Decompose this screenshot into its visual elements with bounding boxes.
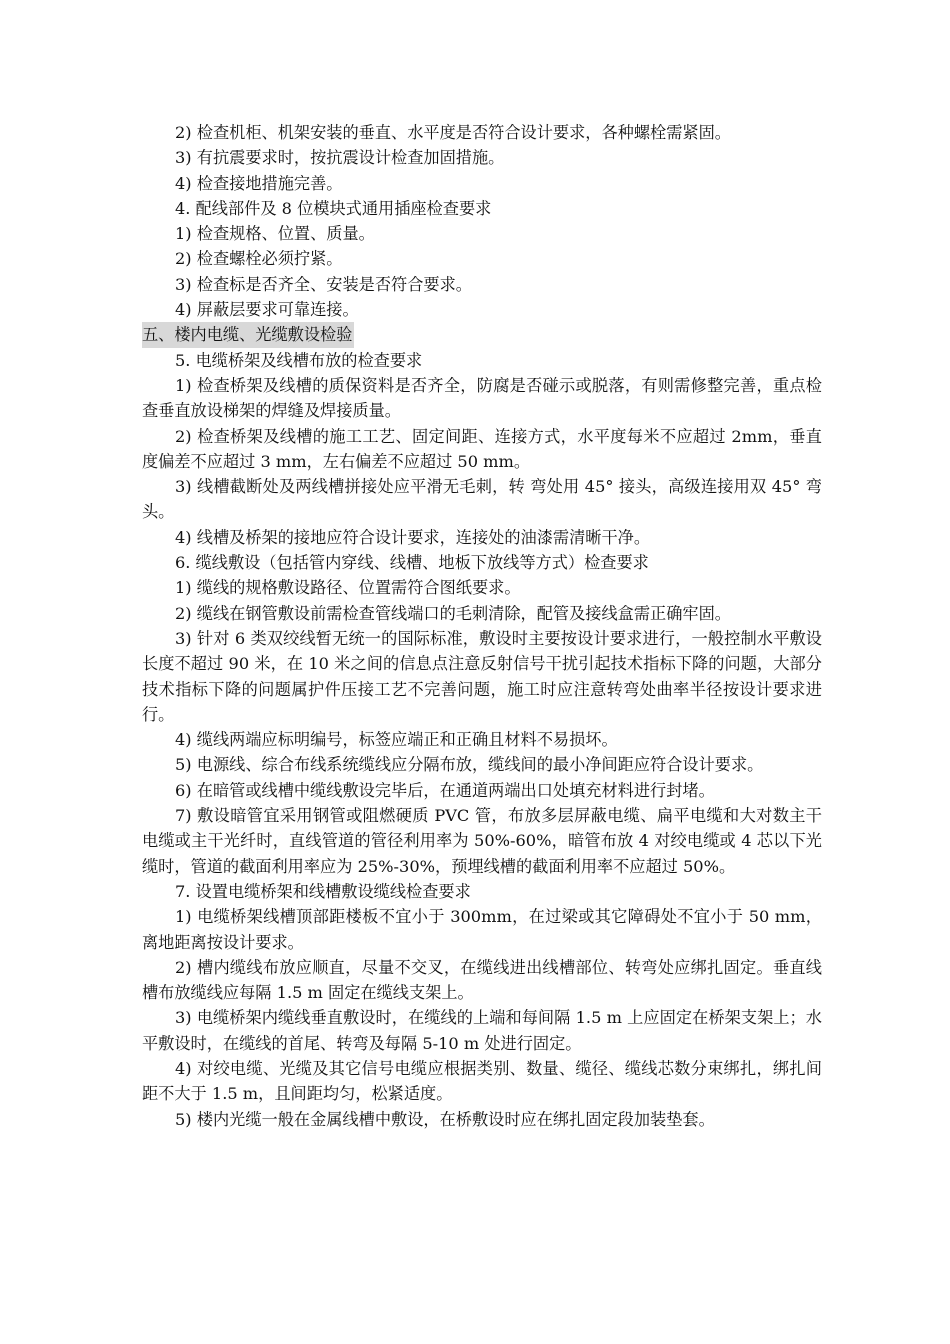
paragraph: 6. 缆线敷设（包括管内穿线、线槽、地板下放线等方式）检查要求 (175, 553, 649, 573)
paragraph: 2) 检查螺栓必须拧紧。 (175, 249, 343, 269)
paragraph: 3) 线槽截断处及两线槽拼接处应平滑无毛刺，转 弯处用 45° 接头，高级连接用双 45° 弯头。 (142, 477, 822, 522)
paragraph: 4) 屏蔽层要求可靠连接。 (175, 300, 359, 320)
paragraph: 3) 检查标是否齐全、安装是否符合要求。 (175, 274, 472, 294)
paragraph: 1) 缆线的规格敷设路径、位置需符合图纸要求。 (175, 578, 521, 598)
paragraph: 7. 设置电缆桥架和线槽敷设缆线检查要求 (175, 881, 471, 901)
paragraph: 6) 在暗管或线槽中缆线敷设完毕后，在通道两端出口处填充材料进行封堵。 (175, 780, 715, 800)
paragraph: 3) 电缆桥架内缆线垂直敷设时，在缆线的上端和每间隔 1.5 m 上应固定在桥架支架上；水平敷设时，在缆线的首尾、转弯及每隔 5-10 m 处进行固定。 (142, 1008, 822, 1053)
paragraph: 7) 敷设暗管宜采用钢管或阻燃硬质 PVC 管，布放多层屏蔽电缆、扁平电缆和大对数主干电缆或主干光纤时，直线管道的管径利用率为 50%-60%，暗管布放 4 对绞电缆或 4 芯以下光缆时，管道的截面利用率应为 25%-30%，预埋线槽的截面利用率不应超过 50%。 (142, 806, 822, 876)
paragraph: 5) 电源线、综合布线系统缆线应分隔布放，缆线间的最小净间距应符合设计要求。 (175, 755, 764, 775)
paragraph: 4) 对绞电缆、光缆及其它信号电缆应根据类别、数量、缆径、缆线芯数分束绑扎，绑扎间距不大于 1.5 m，且间距均匀，松紧适度。 (142, 1058, 822, 1104)
paragraph: 4) 检查接地措施完善。 (175, 173, 343, 193)
paragraph: 1) 电缆桥架线槽顶部距楼板不宜小于 300mm，在过梁或其它障碍处不宜小于 50 mm，离地距离按设计要求。 (142, 907, 822, 952)
paragraph: 5) 楼内光缆一般在金属线槽中敷设，在桥敷设时应在绑扎固定段加装垫套。 (175, 1109, 715, 1129)
section-heading-wrap (142, 322, 822, 347)
paragraph: 4) 线槽及桥架的接地应符合设计要求，连接处的油漆需清晰干净。 (175, 527, 651, 547)
paragraph: 3) 有抗震要求时，按抗震设计检查加固措施。 (175, 148, 505, 168)
paragraph: 1) 检查桥架及线槽的质保资料是否齐全，防腐是否碰示或脱落，有则需修整完善，重点检查垂直放设梯架的焊缝及焊接质量。 (142, 375, 822, 421)
section-heading: 五、楼内电缆、光缆敷设检验 (142, 322, 354, 347)
paragraph: 2) 缆线在钢管敷设前需检查管线端口的毛刺清除，配管及接线盒需正确牢固。 (175, 603, 731, 623)
paragraph: 2) 槽内缆线布放应顺直，尽量不交叉，在缆线进出线槽部位、转弯处应绑扎固定。垂直线槽布放缆线应每隔 1.5 m 固定在缆线支架上。 (142, 957, 822, 1003)
paragraph: 2) 检查机柜、机架安装的垂直、水平度是否符合设计要求，各种螺栓需紧固。 (175, 123, 731, 142)
paragraph: 4) 缆线两端应标明编号，标签应端正和正确且材料不易损坏。 (175, 730, 618, 750)
document-body (142, 120, 822, 1132)
paragraph: 2) 检查桥架及线槽的施工工艺、固定间距、连接方式，水平度每米不应超过 2mm，垂直度偏差不应超过 3 mm，左右偏差不应超过 50 mm。 (142, 426, 822, 471)
paragraph: 1) 检查规格、位置、质量。 (175, 224, 375, 244)
paragraph: 5. 电缆桥架及线槽布放的检查要求 (175, 350, 423, 370)
paragraph: 3) 针对 6 类双绞线暂无统一的国际标准，敷设时主要按设计要求进行，一般控制水平敷设长度不超过 90 米，在 10 米之间的信息点注意反射信号干扰引起技术指标下降的问题，大部分技术指标下降的问题属护件压接工艺不完善问题，施工时应注意转弯处曲率半径按设计要求进行。 (142, 628, 822, 724)
paragraph: 4. 配线部件及 8 位模块式通用插座检查要求 (175, 198, 492, 218)
